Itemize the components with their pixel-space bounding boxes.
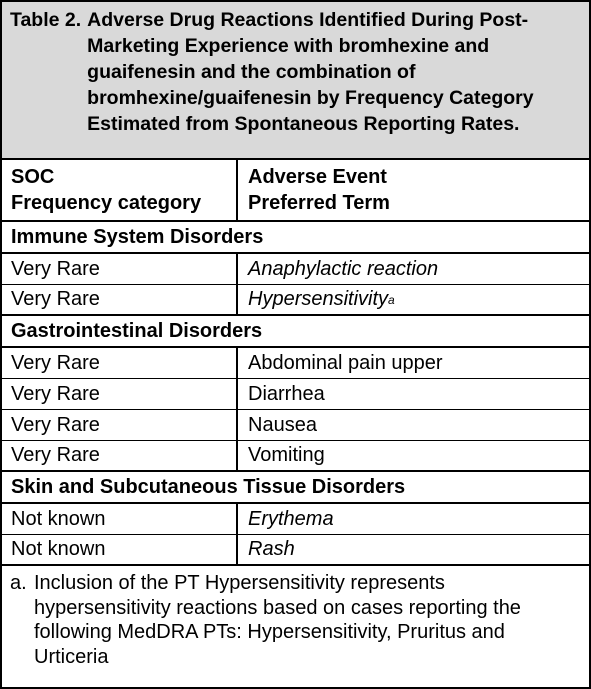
term-cell	[238, 535, 589, 564]
header-soc-label: SOC	[11, 166, 55, 188]
table-row	[2, 441, 589, 472]
term-cell	[238, 441, 589, 470]
term-cell	[238, 379, 589, 409]
term-text: Vomiting	[248, 444, 325, 466]
term-cell: Hypersensitivity a	[248, 288, 395, 310]
term-text: Hypersensitivity	[248, 288, 389, 310]
table-row	[2, 504, 589, 535]
frequency-cell: Not known	[2, 535, 238, 564]
frequency-cell: Very Rare	[2, 285, 238, 314]
section-heading: Immune System Disorders	[2, 222, 589, 254]
table-row	[2, 348, 589, 379]
term-cell	[238, 504, 589, 534]
frequency-cell: Very Rare	[2, 410, 238, 440]
term-cell	[238, 348, 589, 378]
table-caption	[2, 2, 589, 160]
table-number: Table 2.	[10, 9, 82, 31]
header-row	[2, 160, 589, 222]
term-cell	[238, 254, 589, 284]
table-row	[2, 379, 589, 410]
table-title: Adverse Drug Reactions Identified During Post-Marketing Experience with bromhexine and guaifenesin and the combination of bromhexine/guaifenesin by Frequency Category Estimated from Spontaneous Reporting Rates.	[87, 9, 534, 135]
table-row	[2, 410, 589, 441]
footnote	[2, 566, 589, 669]
term-cell	[238, 410, 589, 440]
header-col-event	[238, 160, 589, 220]
term-text: Rash	[248, 538, 295, 560]
term-text: Abdominal pain upper	[248, 351, 443, 374]
frequency-cell: Very Rare	[2, 348, 238, 378]
section-heading: Skin and Subcutaneous Tissue Disorders	[2, 472, 589, 504]
frequency-cell: Very Rare	[2, 441, 238, 470]
frequency-cell: Very Rare	[2, 254, 238, 284]
footnote-label: a.	[10, 572, 27, 594]
term-text: Diarrhea	[248, 382, 325, 405]
header-event-label: Adverse Event	[248, 166, 387, 188]
table-row	[2, 285, 589, 316]
header-col-soc	[2, 160, 238, 220]
table-body	[2, 160, 589, 566]
term-text: Erythema	[248, 507, 334, 530]
frequency-cell: Not known	[2, 504, 238, 534]
header-frequency-label: Frequency category	[11, 192, 202, 214]
table-row	[2, 535, 589, 566]
section-heading: Gastrointestinal Disorders	[2, 316, 589, 348]
term-text: Anaphylactic reaction	[248, 257, 439, 280]
footnote-text: Inclusion of the PT Hypersensitivity represents hypersensitivity reactions based on cases reporting the following MedDRA PTs: Hypersensitivity, Pruritus and Urticeria	[34, 572, 521, 668]
table-row	[2, 254, 589, 285]
frequency-cell: Very Rare	[2, 379, 238, 409]
sections	[2, 222, 589, 566]
header-term-label: Preferred Term	[248, 192, 390, 214]
term-text: Nausea	[248, 413, 317, 436]
